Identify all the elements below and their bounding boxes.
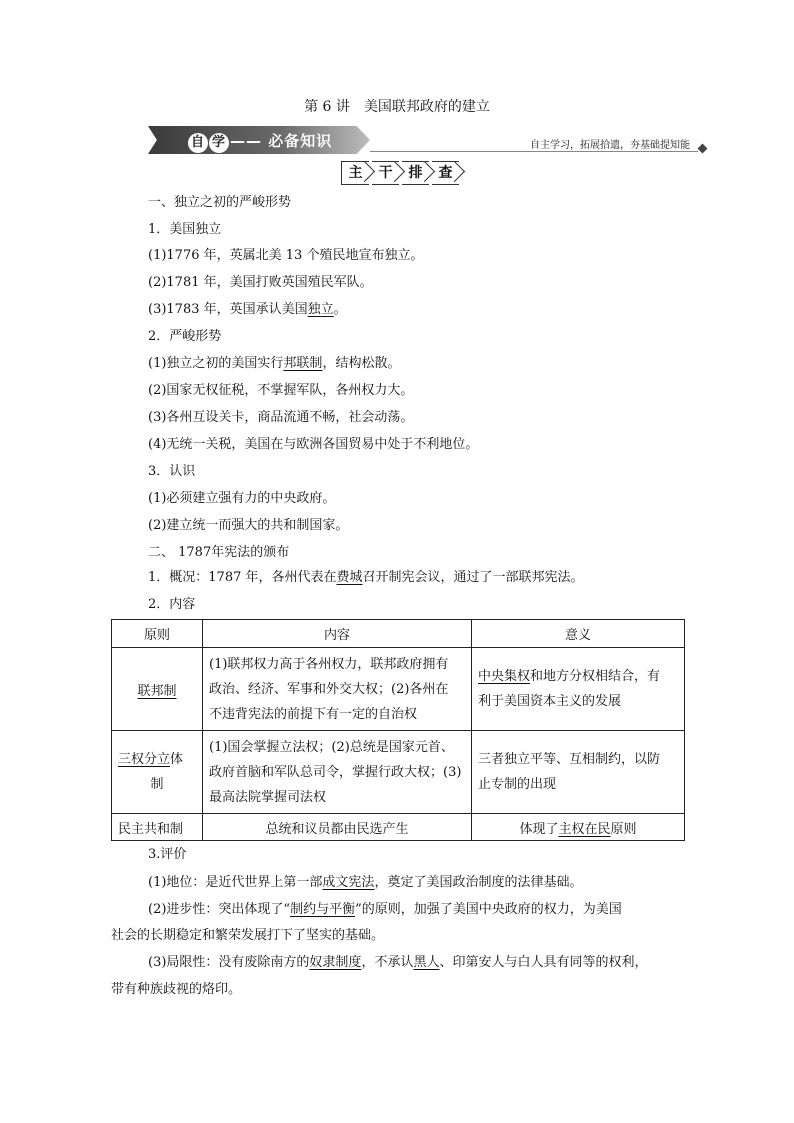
table-cell: 民主共和制: [112, 814, 203, 841]
table-header: 原则: [112, 620, 203, 648]
diamond-icon: [698, 144, 708, 154]
table-cell: (1)联邦权力高于各州权力，联邦政府拥有 政治、经济、军事和外交大权；(2)各州在 不违背宪法的前提下有一定的自治权: [203, 648, 472, 731]
constitution-table: [111, 619, 685, 841]
paragraph: 带有种族歧视的烙印。: [111, 982, 242, 997]
table-row: [112, 814, 685, 841]
banner-subtitle: 自主学习，拓展拾遗，夯基础提知能: [530, 140, 690, 151]
paragraph: (2)国家无权征税，不掌握军队，各州权力大。: [148, 383, 414, 398]
table-header-row: [112, 620, 685, 648]
subheading-understanding: 3．认识: [148, 464, 196, 479]
banner-divider: [370, 151, 698, 152]
table-cell: (1)国会掌握立法权；(2)总统是国家元首、 政府首脑和军队总司令，掌握行政大权；(3) 最高法院掌握司法权: [203, 731, 472, 814]
tag-4: 查: [432, 161, 459, 185]
subheading-content: 2．内容: [148, 597, 196, 612]
paragraph: (3)各州互设关卡，商品流通不畅，社会动荡。: [148, 410, 414, 425]
paragraph: (3)局限性：没有废除南方的奴隶制度，不承认黑人、印第安人与白人具有同等的权利，: [148, 955, 648, 970]
section-heading-2: 二、 1787年宪法的颁布: [148, 545, 290, 560]
paragraph: (3)1783 年，英国承认美国独立。: [148, 302, 347, 317]
paragraph: 1．概况：1787 年，各州代表在费城召开制宪会议，通过了一部联邦宪法。: [148, 570, 584, 585]
paragraph: (4)无统一关税，美国在与欧洲各国贸易中处于不利地位。: [148, 437, 479, 452]
subheading-evaluation: 3.评价: [148, 847, 187, 862]
table-row: [112, 731, 685, 814]
section-banner: [148, 126, 708, 156]
subheading-independence: 1．美国独立: [148, 222, 222, 237]
tag-3: 排: [402, 161, 429, 185]
subheading-situation: 2．严峻形势: [148, 329, 222, 344]
paragraph: 社会的长期稳定和繁荣发展打下了坚实的基础。: [111, 928, 385, 943]
paragraph: (2)进步性：突出体现了“制约与平衡”的原则，加强了美国中央政府的权力，为美国: [148, 902, 622, 917]
section-heading-1: 一、独立之初的严峻形势: [148, 195, 292, 210]
table-cell: 三者独立平等、互相制约，以防 止专制的出现: [472, 731, 685, 814]
topic-tags: [341, 161, 462, 185]
page-title: 第 6 讲 美国联邦政府的建立: [304, 99, 490, 115]
banner-circle-1: 自: [188, 133, 208, 153]
banner-rest: —— 必备知识: [230, 132, 333, 150]
paragraph: (1)独立之初的美国实行邦联制，结构松散。: [148, 356, 401, 371]
tag-1: 主: [341, 161, 369, 185]
table-cell: 联邦制: [112, 648, 203, 731]
tag-2: 干: [372, 161, 399, 185]
table-header: 意义: [472, 620, 685, 648]
table-row: [112, 648, 685, 731]
banner-title: [188, 130, 332, 153]
table-header: 内容: [203, 620, 472, 648]
table-cell: 三权分立体 制: [112, 731, 203, 814]
table-cell: 总统和议员都由民选产生: [203, 814, 472, 841]
paragraph: (2)建立统一而强大的共和制国家。: [148, 518, 349, 533]
table-cell: 中央集权和地方分权相结合，有 利于美国资本主义的发展: [472, 648, 685, 731]
paragraph: (1)必须建立强有力的中央政府。: [148, 491, 336, 506]
paragraph: (1)1776 年，英属北美 13 个殖民地宣布独立。: [148, 248, 424, 263]
paragraph: (1)地位：是近代世界上第一部成文宪法，奠定了美国政治制度的法律基础。: [148, 875, 583, 890]
table-cell: 体现了主权在民原则: [472, 814, 685, 841]
banner-circle-2: 学: [209, 133, 229, 153]
paragraph: (2)1781 年，美国打败英国殖民军队。: [148, 275, 373, 290]
